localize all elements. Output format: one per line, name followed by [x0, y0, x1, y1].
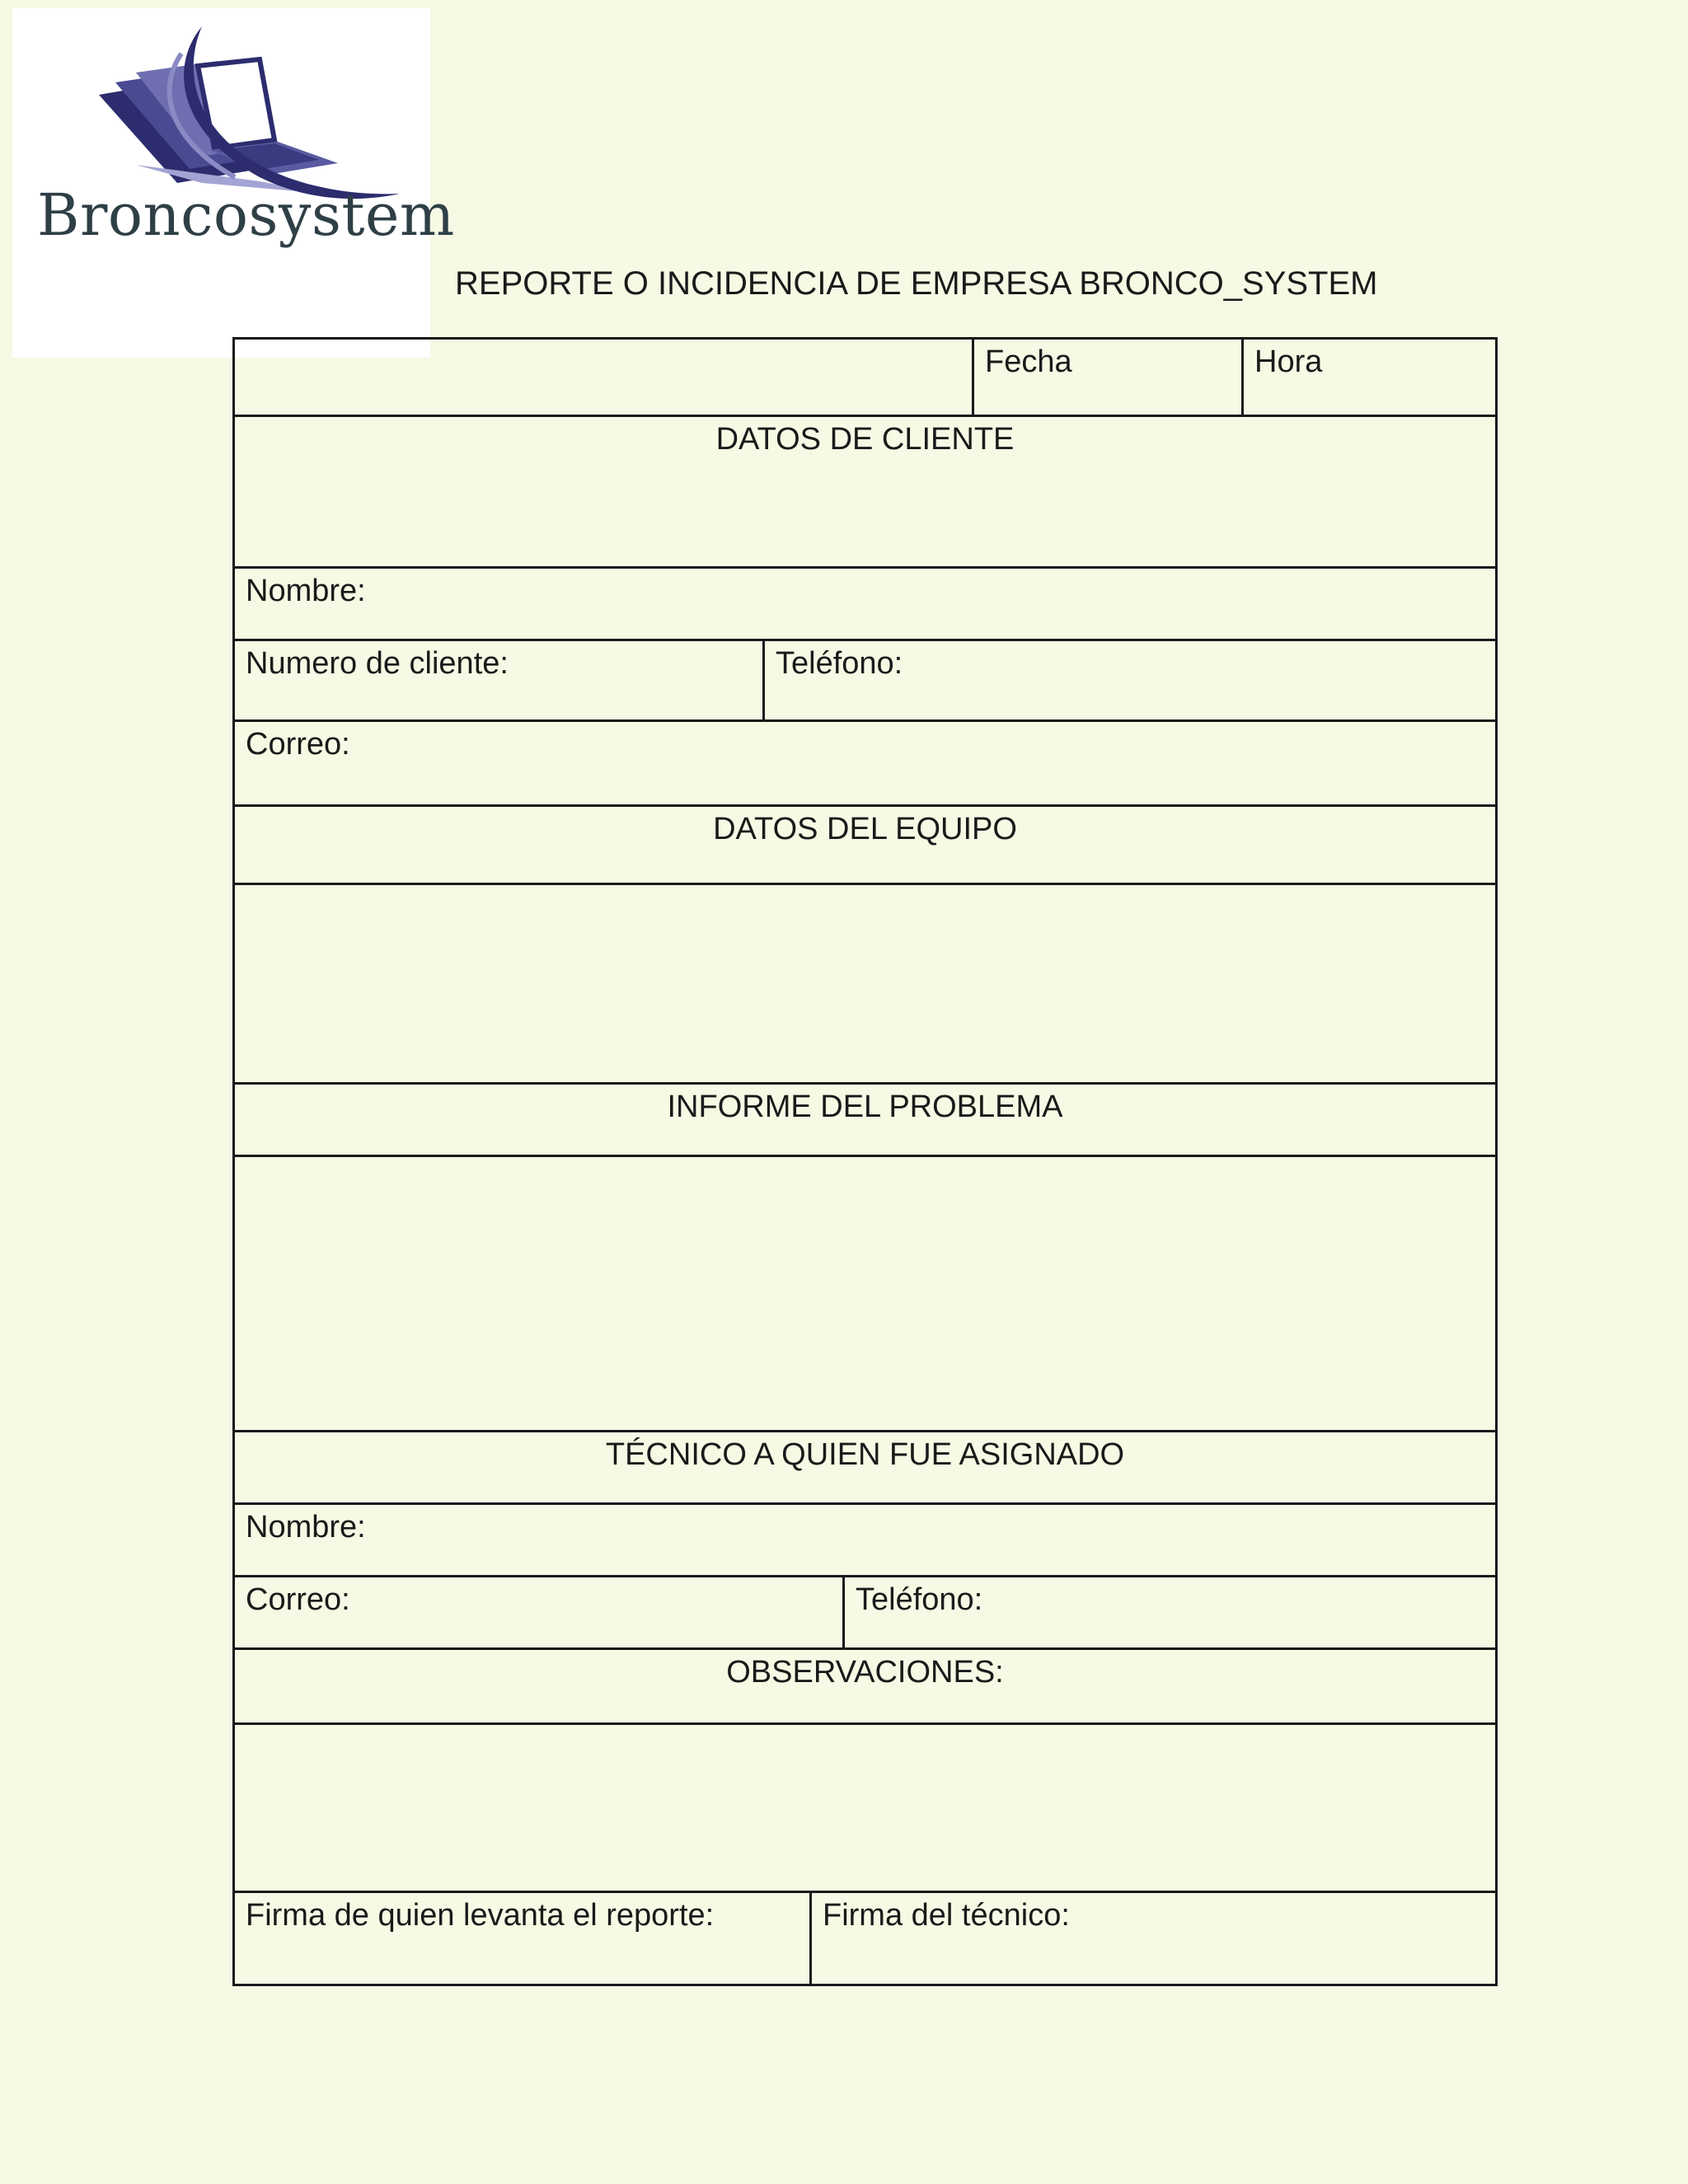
technician-name-label: Nombre:: [246, 1510, 366, 1544]
client-number-phone-row: [234, 640, 1497, 721]
page-title: REPORTE O INCIDENCIA DE EMPRESA BRONCO_SYSTEM: [455, 265, 1378, 302]
fecha-label: Fecha: [985, 344, 1072, 379]
observations-details-field[interactable]: [234, 1724, 1497, 1892]
client-email-label: Correo:: [246, 727, 350, 762]
technician-phone-field[interactable]: [844, 1577, 1497, 1649]
blank-cell[interactable]: [234, 339, 973, 416]
client-name-field[interactable]: [234, 568, 1497, 640]
observations-section-header: [234, 1649, 1497, 1724]
reporter-signature-field[interactable]: [234, 1892, 811, 1985]
client-section-title: DATOS DE CLIENTE: [715, 422, 1015, 457]
technician-email-field[interactable]: [234, 1577, 844, 1649]
client-name-row: [234, 568, 1497, 640]
technician-phone-label: Teléfono:: [856, 1582, 983, 1617]
client-name-label: Nombre:: [246, 574, 366, 608]
logo-wordmark: Broncosystem: [37, 181, 455, 249]
problem-section-title: INFORME DEL PROBLEMA: [667, 1090, 1063, 1124]
problem-details-row: [234, 1156, 1497, 1432]
technician-name-field[interactable]: [234, 1504, 1497, 1577]
fecha-field[interactable]: [973, 339, 1243, 416]
hora-field[interactable]: [1243, 339, 1497, 416]
client-section-header: [234, 416, 1497, 568]
technician-section-header: [234, 1432, 1497, 1504]
observations-section-title: OBSERVACIONES:: [726, 1655, 1004, 1690]
technician-signature-label: Firma del técnico:: [823, 1898, 1070, 1933]
equipment-section-header: [234, 806, 1497, 884]
equipment-section-title: DATOS DEL EQUIPO: [713, 812, 1017, 846]
company-logo: [12, 8, 455, 358]
technician-email-phone-row: [234, 1577, 1497, 1649]
technician-signature-field[interactable]: [811, 1892, 1497, 1985]
client-email-field[interactable]: [234, 721, 1497, 806]
technician-section-title: TÉCNICO A QUIEN FUE ASIGNADO: [605, 1437, 1125, 1472]
reporter-signature-label: Firma de quien levanta el reporte:: [246, 1898, 715, 1933]
technician-email-label: Correo:: [246, 1582, 350, 1617]
hora-label: Hora: [1254, 344, 1323, 379]
client-phone-label: Teléfono:: [776, 646, 903, 681]
equipment-details-field[interactable]: [234, 884, 1497, 1084]
observations-details-row: [234, 1724, 1497, 1892]
date-time-row: [234, 339, 1497, 416]
equipment-details-row: [234, 884, 1497, 1084]
client-phone-field[interactable]: [764, 640, 1497, 721]
problem-section-header: [234, 1084, 1497, 1156]
client-number-label: Numero de cliente:: [246, 646, 509, 681]
client-email-row: [234, 721, 1497, 806]
incident-report-form: [232, 337, 1498, 1986]
technician-name-row: [234, 1504, 1497, 1577]
problem-details-field[interactable]: [234, 1156, 1497, 1432]
signatures-row: [234, 1892, 1497, 1985]
client-number-field[interactable]: [234, 640, 764, 721]
